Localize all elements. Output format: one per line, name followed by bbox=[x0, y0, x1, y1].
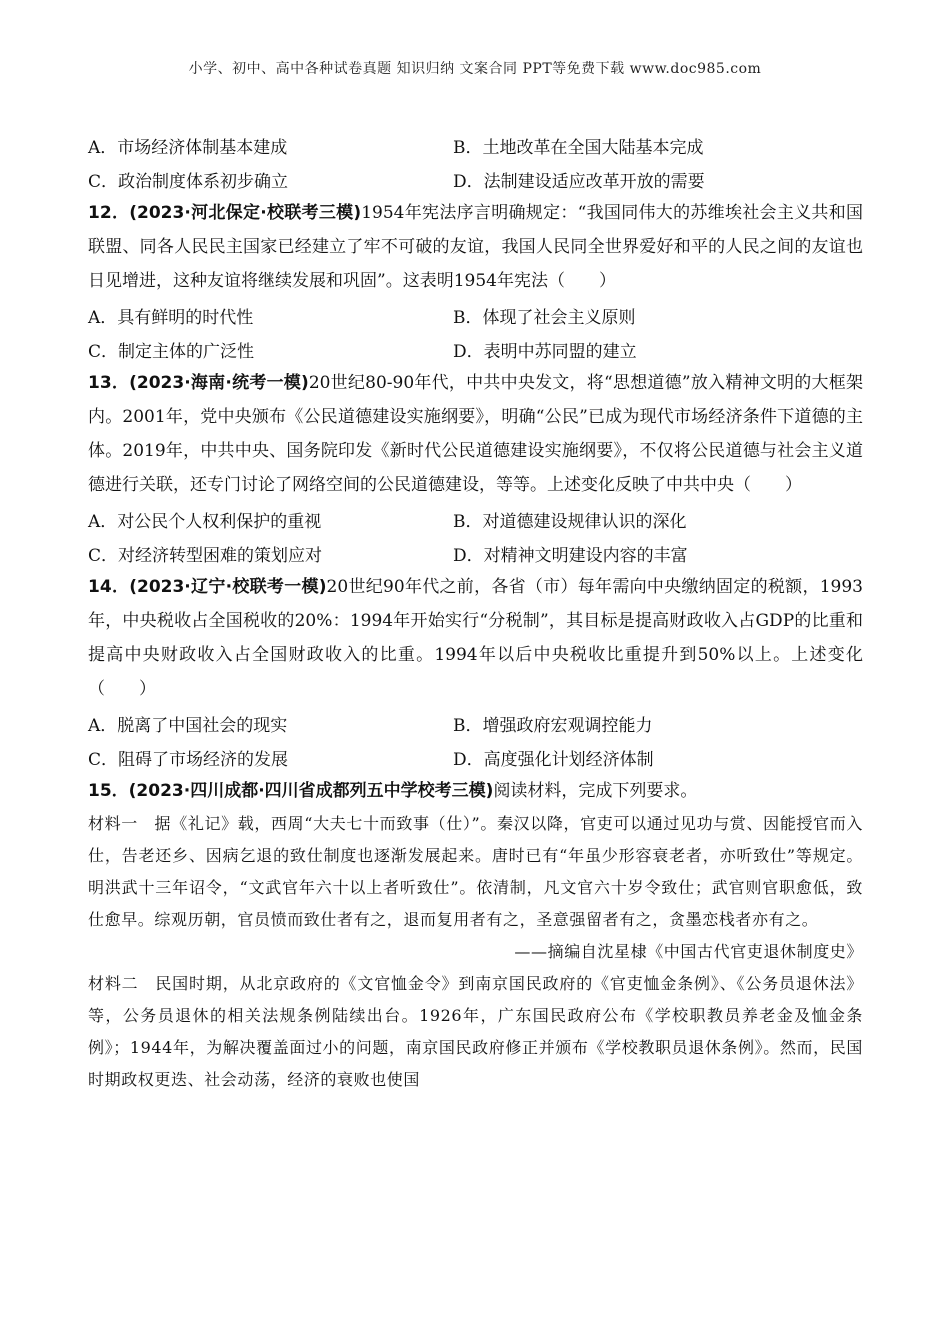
q12-option-d: D．表明中苏同盟的建立 bbox=[453, 341, 637, 362]
q14-option-b: B．增强政府宏观调控能力 bbox=[453, 715, 653, 736]
material-one bbox=[88, 808, 863, 936]
question-13-text: 20世纪80-90年代，中共中央发文，将“思想道德”放入精神文明的大框架内。2001年，党中央颁布《公民道德建设实施纲要》，明确“公民”已成为现代市场经济条件下道德的主体。2019年，中共中央、国务院印发《新时代公民道德建设实施纲要》，不仅将公民道德与社会主义道德进行关联，还专门讨论了网络空间的公民道德建设，等等。上述变化反映了中共中央（ ） bbox=[88, 373, 863, 495]
q11-option-b: B．土地改革在全国大陆基本完成 bbox=[453, 137, 704, 158]
document-body bbox=[88, 128, 863, 1096]
q13-options-row1 bbox=[88, 502, 863, 536]
question-13 bbox=[88, 366, 863, 502]
q12-options-row2 bbox=[88, 332, 863, 366]
material-two-label: 材料二 bbox=[88, 974, 139, 993]
material-one-text: 据《礼记》载，西周“大夫七十而致事（仕）”。秦汉以降，官吏可以通过见功与赏、因能授官而入仕，告老还乡、因病乞退的致仕制度也逐渐发展起来。唐时已有“年虽少形容衰老者，亦听致仕”等规定。明洪武十三年诏令，“文武官年六十以上者听致仕”。依清制，凡文官六十岁令致仕；武官则官职愈低，致仕愈早。综观历朝，官员愤而致仕者有之，退而复用者有之，圣意强留者有之，贪墨恋栈者亦有之。 bbox=[88, 814, 863, 929]
q14-option-a: A．脱离了中国社会的现实 bbox=[88, 715, 288, 736]
q13-option-b: B．对道德建设规律认识的深化 bbox=[453, 511, 687, 532]
question-14-text: 20世纪90年代之前，各省（市）每年需向中央缴纳固定的税额，1993年，中央税收占全国税收的20%：1994年开始实行“分税制”，其目标是提高财政收入占GDP的比重和提高中央财政收入占全国财政收入的比重。1994年以后中央税收比重提升到50%以上。上述变化（ ） bbox=[88, 577, 863, 699]
q13-options-row2 bbox=[88, 536, 863, 570]
question-13-label: 13．(2023·海南·统考一模) bbox=[88, 373, 309, 393]
question-14-label: 14．(2023·辽宁·校联考一模) bbox=[88, 577, 327, 597]
question-12-label: 12．(2023·河北保定·校联考三模) bbox=[88, 203, 362, 223]
q13-option-a: A．对公民个人权利保护的重视 bbox=[88, 511, 322, 532]
q14-options-row1 bbox=[88, 706, 863, 740]
q11-option-c: C．政治制度体系初步确立 bbox=[88, 171, 289, 192]
q11-options-row1 bbox=[88, 128, 863, 162]
q13-option-d: D．对精神文明建设内容的丰富 bbox=[453, 545, 688, 566]
material-two-text: 民国时期，从北京政府的《文官恤金令》到南京国民政府的《官吏恤金条例》、《公务员退休法》等，公务员退休的相关法规条例陆续出台。1926年，广东国民政府公布《学校职教员养老金及恤金条例》；1944年，为解决覆盖面过小的问题，南京国民政府修正并颁布《学校教职员退休条例》。然而，民国时期政权更迭、社会动荡，经济的衰败也使国 bbox=[88, 974, 863, 1089]
material-one-label: 材料一 bbox=[88, 814, 138, 833]
q12-option-a: A．具有鲜明的时代性 bbox=[88, 307, 254, 328]
page-header: 小学、初中、高中各种试卷真题 知识归纳 文案合同 PPT等免费下载 www.doc985.com bbox=[188, 61, 762, 77]
q12-options-row1 bbox=[88, 298, 863, 332]
q11-option-d: D．法制建设适应改革开放的需要 bbox=[453, 171, 705, 192]
q14-options-row2 bbox=[88, 740, 863, 774]
q11-option-a: A．市场经济体制基本建成 bbox=[88, 137, 288, 158]
q13-option-c: C．对经济转型困难的策划应对 bbox=[88, 545, 323, 566]
q12-option-b: B．体现了社会主义原则 bbox=[453, 307, 636, 328]
q14-option-d: D．高度强化计划经济体制 bbox=[453, 749, 654, 770]
question-15 bbox=[88, 774, 863, 808]
q14-option-c: C．阻碍了市场经济的发展 bbox=[88, 749, 289, 770]
material-one-source: ——摘编自沈星棣《中国古代官吏退休制度史》 bbox=[514, 942, 863, 961]
question-14 bbox=[88, 570, 863, 706]
question-15-text: 阅读材料，完成下列要求。 bbox=[493, 781, 698, 801]
question-12 bbox=[88, 196, 863, 298]
q12-option-c: C．制定主体的广泛性 bbox=[88, 341, 255, 362]
material-two bbox=[88, 968, 863, 1096]
q11-options-row2 bbox=[88, 162, 863, 196]
question-15-label: 15．(2023·四川成都·四川省成都列五中学校考三模) bbox=[88, 781, 494, 801]
question-12-text: 1954年宪法序言明确规定：“我国同伟大的苏维埃社会主义共和国联盟、同各人民民主国家已经建立了牢不可破的友谊，我国人民同全世界爱好和平的人民之间的友谊也日见增进，这种友谊将继续发展和巩固”。这表明1954年宪法（ ） bbox=[88, 203, 863, 291]
